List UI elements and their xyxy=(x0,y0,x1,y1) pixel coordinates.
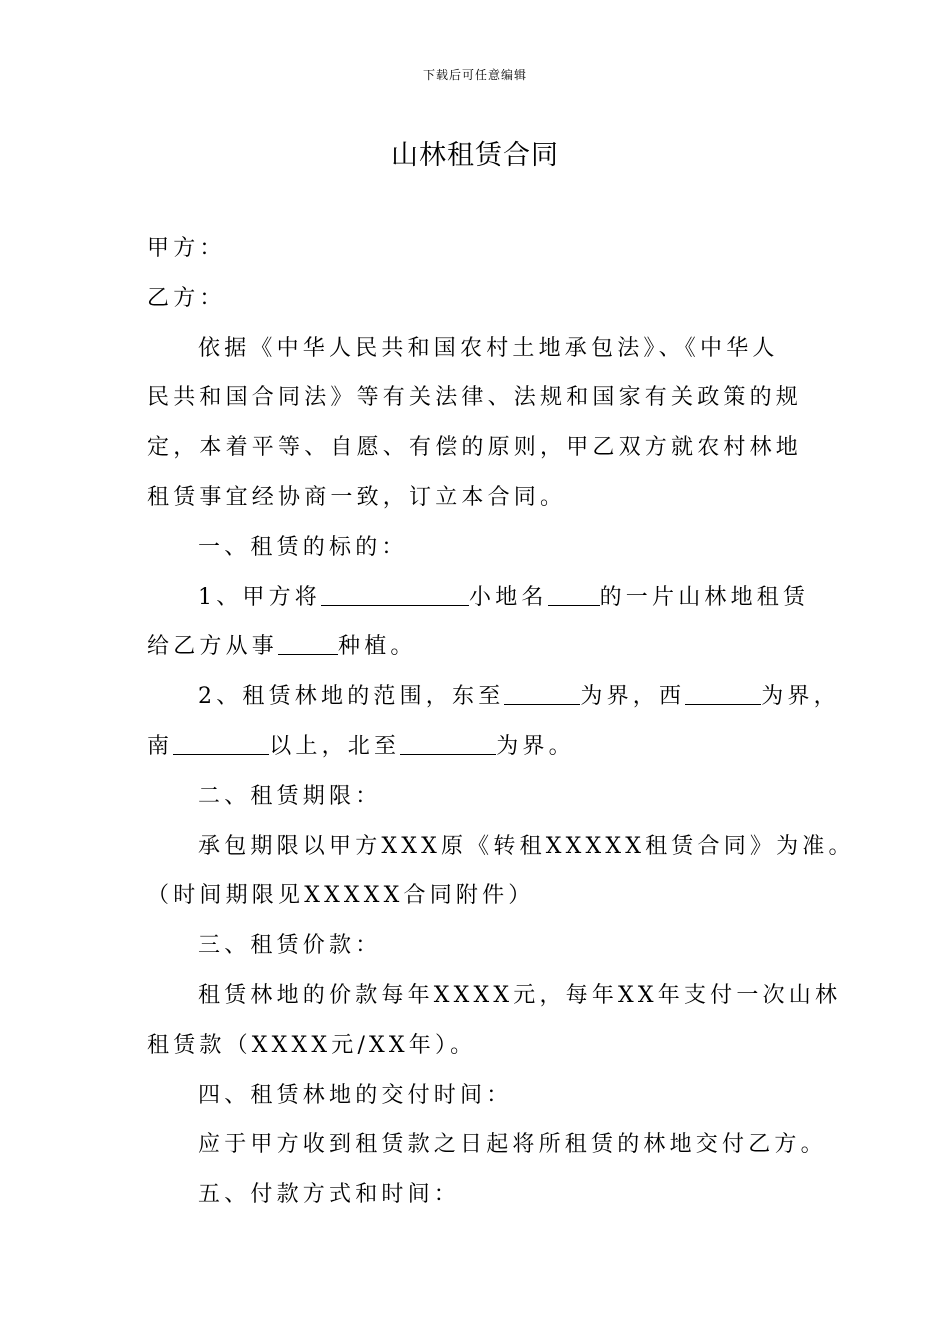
section-1-heading: 一、租赁的标的： xyxy=(198,534,408,560)
fill-blank-location[interactable] xyxy=(321,583,469,606)
fill-blank-north[interactable] xyxy=(400,732,496,755)
fill-blank-west[interactable] xyxy=(685,682,761,705)
clause-1-2-line-1 xyxy=(147,672,840,722)
party-a-label: 甲方： xyxy=(147,236,226,261)
preamble-line-4: 租赁事宜经协商一致，订立本合同。 xyxy=(147,484,567,510)
section-4-heading: 四、租赁林地的交付时间： xyxy=(198,1082,513,1108)
clause-text: 的一片山林地租赁 xyxy=(599,584,810,610)
section-3-line-1: 租赁林地的价款每年XXXX元，每年XX年支付一次山林 xyxy=(198,982,842,1008)
clause-text: 小地名 xyxy=(469,584,548,610)
preamble-line-2: 民共和国合同法》等有关法律、法规和国家有关政策的规 xyxy=(147,385,803,411)
preamble-line-1: 依据《中华人民共和国农村土地承包法》、《中华人 xyxy=(198,335,779,361)
fill-blank-south[interactable] xyxy=(173,732,269,755)
preamble-line-3: 定，本着平等、自愿、有偿的原则，甲乙双方就农村林地 xyxy=(147,435,803,461)
clause-1-1-line-2 xyxy=(147,622,807,672)
clause-text: 以上，北至 xyxy=(269,733,401,759)
party-a-line xyxy=(147,224,807,274)
clause-1-1-line-1 xyxy=(147,573,810,623)
clause-text: 2、租赁林地的范围，东至 xyxy=(198,684,505,710)
section-4-line-1: 应于甲方收到租赁款之日起将所租赁的林地交付乙方。 xyxy=(198,1132,827,1158)
section-3-line-2: 租赁款（XXXX元/XX年）。 xyxy=(147,1032,477,1058)
section-5-heading: 五、付款方式和时间： xyxy=(198,1182,461,1208)
fill-blank-place-name[interactable] xyxy=(548,583,600,606)
clause-text: 1、甲方将 xyxy=(198,584,321,610)
section-2-line-1: 承包期限以甲方XXX原《转租XXXXX租赁合同》为准。 xyxy=(198,833,855,859)
fill-blank-crop[interactable] xyxy=(278,632,338,655)
section-3-heading: 三、租赁价款： xyxy=(198,933,382,959)
section-2-heading: 二、租赁期限： xyxy=(198,783,382,809)
party-b-label: 乙方： xyxy=(147,285,226,311)
clause-text: 给乙方从事 xyxy=(147,634,279,660)
party-b-line xyxy=(147,274,807,324)
clause-text: 南 xyxy=(147,733,174,759)
contract-body xyxy=(147,224,855,1220)
section-2-line-2: （时间期限见XXXXX合同附件） xyxy=(147,883,535,909)
fill-blank-east[interactable] xyxy=(504,682,580,705)
header-note: 下载后可任意编辑 xyxy=(422,68,527,82)
clause-text: 为界， xyxy=(761,684,840,710)
clause-text: 为界。 xyxy=(496,733,575,759)
clause-text: 种植。 xyxy=(338,634,417,660)
clause-text: 为界，西 xyxy=(580,684,686,710)
clause-1-2-line-2 xyxy=(147,722,807,772)
document-title: 山林租赁合同 xyxy=(391,140,559,171)
